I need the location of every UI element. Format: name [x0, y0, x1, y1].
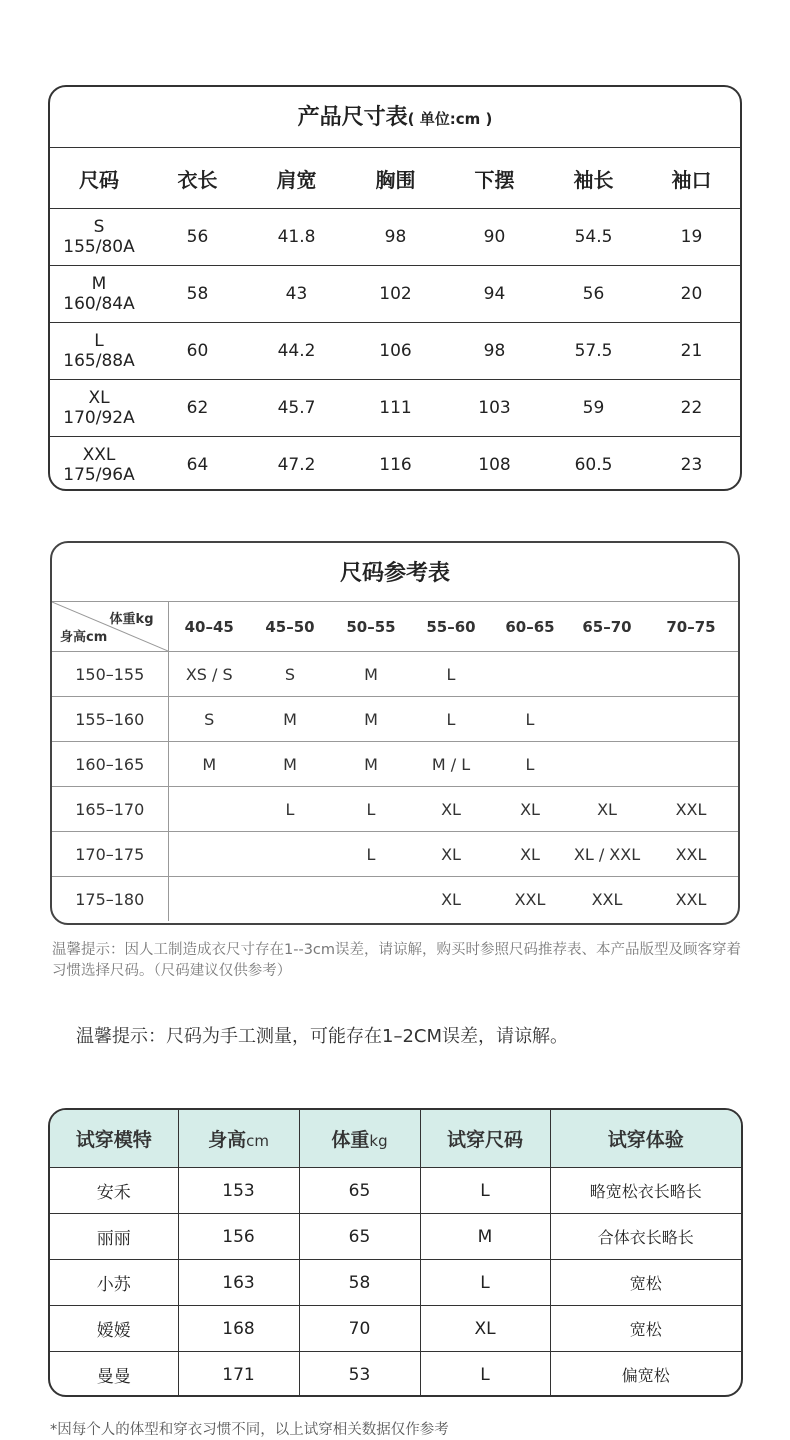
value-cell: 103 — [445, 380, 544, 437]
size-cell: M 160/84A — [50, 266, 148, 323]
value-cell: 108 — [478, 455, 511, 475]
size-cell: M — [250, 697, 330, 742]
size-cell: M — [330, 697, 412, 742]
fitting-experience: 宽松 — [550, 1306, 741, 1352]
header-cell: 袖长 — [544, 148, 643, 209]
table-row — [50, 323, 740, 380]
value-cell: 45.7 — [247, 380, 346, 437]
size-cell: M / L — [412, 742, 490, 787]
size-cell: L — [490, 697, 570, 742]
value-cell: 90 — [445, 209, 544, 266]
header-cell: 衣长 — [148, 148, 247, 209]
size-cell — [644, 742, 738, 787]
measurement-error-note: 温馨提示：尺码为手工测量，可能存在1–2CM误差，请谅解。 — [76, 1026, 569, 1047]
table-row — [52, 742, 738, 787]
model-weight: 65 — [299, 1214, 420, 1260]
value-cell: 44.2 — [247, 323, 346, 380]
model-name: 安禾 — [50, 1168, 178, 1214]
header-cell: 袖口 — [643, 148, 740, 209]
size-cell: L — [412, 697, 490, 742]
size-cell: XL — [412, 832, 490, 877]
value-cell: 59 — [544, 380, 643, 437]
fitting-size: L — [420, 1352, 550, 1398]
value-cell: 98 — [346, 209, 445, 266]
fitting-size: L — [420, 1168, 550, 1214]
model-height: 163 — [178, 1260, 299, 1306]
table-row — [50, 437, 740, 492]
model-name: 嫒嫒 — [50, 1306, 178, 1352]
size-cell: L — [490, 742, 570, 787]
size-table-title: 产品尺寸表( 单位:cm ) — [50, 87, 740, 148]
size-cell: S 155/80A — [50, 209, 148, 266]
table-row — [50, 209, 740, 266]
size-cell: L 165/88A — [50, 323, 148, 380]
weight-header: 65–70 — [570, 602, 644, 652]
size-cell: L — [412, 652, 490, 697]
value-cell: 43 — [247, 266, 346, 323]
weight-header: 60–65 — [490, 602, 570, 652]
table-row — [52, 787, 738, 832]
table-row — [52, 877, 738, 922]
value-cell: 47.2 — [277, 455, 316, 475]
size-cell: XL 170/92A — [50, 380, 148, 437]
size-cell — [644, 652, 738, 697]
weight-header: 70–75 — [644, 602, 738, 652]
value-cell: 56 — [544, 266, 643, 323]
size-cell — [490, 652, 570, 697]
size-cell: M — [168, 742, 250, 787]
model-weight: 58 — [299, 1260, 420, 1306]
header-cell: 试穿模特 — [50, 1110, 178, 1168]
size-cell: S — [250, 652, 330, 697]
value-cell: 111 — [346, 380, 445, 437]
value-cell: 62 — [148, 380, 247, 437]
table-row — [50, 1260, 741, 1306]
value-cell: 22 — [643, 380, 740, 437]
size-cell: XL — [412, 787, 490, 832]
size-cell: L — [330, 787, 412, 832]
value-cell: 54.5 — [544, 209, 643, 266]
value-cell: 94 — [445, 266, 544, 323]
height-cell: 175–180 — [52, 877, 168, 922]
table-row — [50, 380, 740, 437]
header-cell: 身高cm — [178, 1110, 299, 1168]
value-cell: 102 — [346, 266, 445, 323]
corner-height-label: 身高cm — [60, 630, 108, 645]
size-cell: M — [250, 742, 330, 787]
reference-header-row — [52, 602, 738, 652]
size-reference-table — [50, 541, 740, 925]
value-cell: 98 — [445, 323, 544, 380]
size-cell: M — [330, 742, 412, 787]
value-cell: 106 — [346, 323, 445, 380]
header-cell: 体重kg — [299, 1110, 420, 1168]
size-cell: XXL 175/96A — [63, 445, 135, 485]
value-cell: 116 — [379, 455, 412, 475]
size-cell — [168, 832, 250, 877]
model-weight: 70 — [299, 1306, 420, 1352]
table-row — [52, 697, 738, 742]
corner-cell — [52, 602, 168, 652]
fitting-size: L — [420, 1260, 550, 1306]
header-cell: 肩宽 — [247, 148, 346, 209]
size-cell: XL — [490, 787, 570, 832]
header-cell: 胸围 — [346, 148, 445, 209]
value-cell: 64 — [186, 455, 209, 475]
value-cell: 58 — [148, 266, 247, 323]
weight-header: 50–55 — [330, 602, 412, 652]
size-cell: XL — [490, 832, 570, 877]
model-height: 168 — [178, 1306, 299, 1352]
size-table-header-row — [50, 148, 740, 209]
height-cell: 165–170 — [52, 787, 168, 832]
height-cell: 160–165 — [52, 742, 168, 787]
fitting-experience: 宽松 — [550, 1260, 741, 1306]
model-height: 153 — [178, 1168, 299, 1214]
model-weight: 65 — [299, 1168, 420, 1214]
size-cell: L — [250, 787, 330, 832]
size-cell — [330, 877, 412, 922]
size-cell — [570, 742, 644, 787]
value-cell: 60.5 — [574, 455, 613, 475]
header-cell: 试穿体验 — [550, 1110, 741, 1168]
value-cell: 23 — [680, 455, 703, 475]
reference-table-title: 尺码参考表 — [52, 543, 738, 602]
fitting-disclaimer: *因每个人的体型和穿衣习惯不同，以上试穿相关数据仅作参考 — [50, 1422, 449, 1438]
table-row — [50, 1352, 741, 1398]
table-row — [50, 1306, 741, 1352]
size-cell — [570, 652, 644, 697]
fitting-table — [48, 1108, 743, 1397]
table-row — [50, 1168, 741, 1214]
fitting-experience: 偏宽松 — [621, 1366, 670, 1385]
size-cell: L — [330, 832, 412, 877]
size-cell: XXL — [514, 889, 546, 909]
size-table — [48, 85, 742, 491]
fitting-experience: 合体衣长略长 — [550, 1214, 741, 1260]
model-weight: 53 — [299, 1352, 420, 1398]
size-cell: S — [168, 697, 250, 742]
fitting-experience: 略宽松衣长略长 — [550, 1168, 741, 1214]
header-cell: 下摆 — [445, 148, 544, 209]
model-name: 曼曼 — [50, 1352, 178, 1398]
header-cell: 试穿尺码 — [420, 1110, 550, 1168]
value-cell: 57.5 — [544, 323, 643, 380]
table-row — [52, 832, 738, 877]
model-height: 156 — [178, 1214, 299, 1260]
size-cell: XXL — [644, 832, 738, 877]
size-cell — [250, 877, 330, 922]
size-cell: XL — [570, 787, 644, 832]
size-cell: XXL — [591, 889, 623, 909]
model-name: 丽丽 — [50, 1214, 178, 1260]
corner-weight-label: 体重kg — [109, 612, 154, 627]
size-table-grid — [50, 148, 740, 491]
weight-header: 40–45 — [168, 602, 250, 652]
measurement-note: 温馨提示：因人工制造成衣尺寸存在1--3cm误差，请谅解，购买时参照尺码推荐表、本产品版型及顾客穿着习惯选择尺码。（尺码建议仅供参考） — [52, 942, 742, 979]
fitting-size: XL — [420, 1306, 550, 1352]
size-cell: XS / S — [168, 652, 250, 697]
table-row — [50, 266, 740, 323]
value-cell: 19 — [643, 209, 740, 266]
value-cell: 60 — [148, 323, 247, 380]
height-cell: 170–175 — [52, 832, 168, 877]
size-cell: XXL — [644, 787, 738, 832]
size-cell: M — [330, 652, 412, 697]
weight-header: 45–50 — [250, 602, 330, 652]
size-cell — [250, 832, 330, 877]
header-cell: 尺码 — [50, 148, 148, 209]
value-cell: 41.8 — [247, 209, 346, 266]
size-cell — [168, 877, 250, 922]
size-cell: XL / XXL — [570, 832, 644, 877]
fitting-size: M — [420, 1214, 550, 1260]
size-cell — [570, 697, 644, 742]
height-cell: 155–160 — [52, 697, 168, 742]
value-cell: 56 — [148, 209, 247, 266]
size-cell: XXL — [675, 889, 707, 909]
model-name: 小苏 — [50, 1260, 178, 1306]
size-cell: XL — [441, 889, 461, 909]
table-row — [52, 652, 738, 697]
height-cell: 150–155 — [52, 652, 168, 697]
fitting-table-grid — [50, 1110, 741, 1397]
model-height: 171 — [178, 1352, 299, 1398]
fitting-header-row — [50, 1110, 741, 1168]
value-cell: 20 — [643, 266, 740, 323]
size-cell — [168, 787, 250, 832]
reference-table-grid — [52, 602, 738, 921]
size-table-unit: ( 单位:cm ) — [407, 110, 493, 128]
weight-header: 55–60 — [412, 602, 490, 652]
table-row — [50, 1214, 741, 1260]
size-cell — [644, 697, 738, 742]
value-cell: 21 — [643, 323, 740, 380]
